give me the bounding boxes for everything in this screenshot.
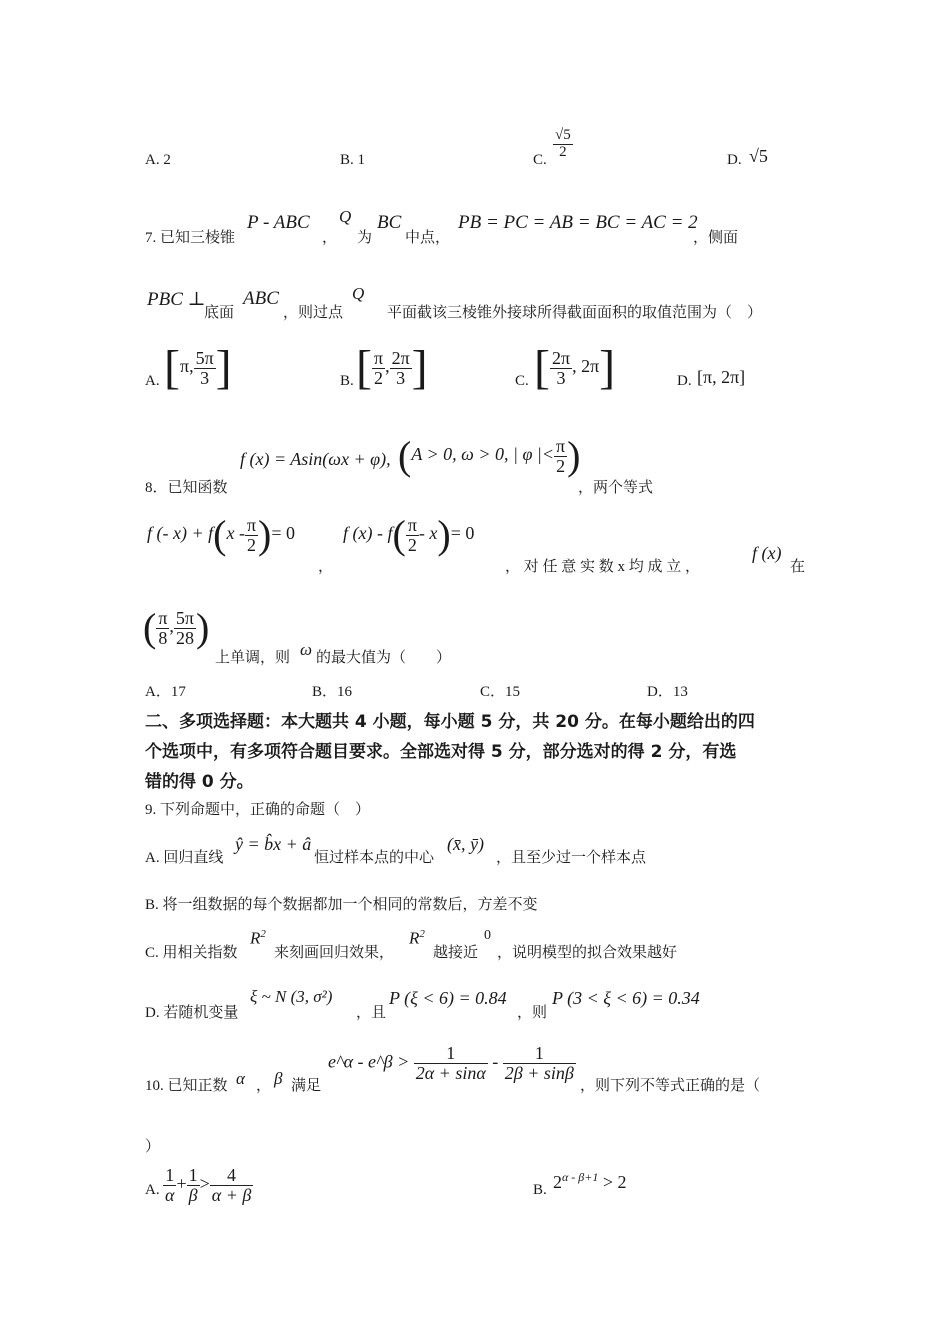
q10-alpha: α: [236, 1069, 245, 1088]
q8-holds: ， 对 任 意 实 数 x 均 成 立 ，: [505, 559, 701, 575]
q8-label: 8．已知函数: [145, 480, 228, 496]
q10-text2: ，则下列不等式正确的是（: [580, 1078, 761, 1094]
q8-comma: ，: [318, 559, 334, 575]
q7-mid: 中点，: [405, 230, 451, 246]
q7-opt-a-label: A.: [145, 373, 160, 389]
q8-equation-1: f (- x) + f(x - $\frac{\pi}{2}$ )= 0: [147, 512, 296, 557]
q7-opt-c-value: [ $\frac{2\pi}{3}$ , 2π]: [534, 341, 616, 394]
q6-option-b: B. 1: [340, 152, 366, 168]
q9-c-r2: $R^2$: [409, 928, 425, 948]
q8-opt-c: C．15: [480, 684, 521, 700]
q9-c-text3: 越接近: [433, 945, 479, 961]
q9-a-text2: 恒过样本点的中心: [314, 850, 435, 866]
q9-b: B. 将一组数据的每个数据都加一个相同的常数后，方差不变: [145, 897, 538, 913]
q10-label: 10. 已知正数: [145, 1078, 228, 1094]
q9-a-equation: ŷ = b̂x + â: [235, 834, 312, 854]
q10-opt-b-value: $2^{\alpha - \beta+1} > 2$: [553, 1170, 627, 1192]
q7-wei: 为: [357, 230, 373, 246]
q8-mono: 上单调，则: [215, 650, 291, 666]
q10-opt-a-value: $\frac{1}{\alpha}$ + $\frac{1}{\beta}$ > $\frac{4}{\alpha + \beta}$: [165, 1165, 252, 1205]
q8-opt-d: D．13: [647, 684, 688, 700]
q10-sep: ，: [256, 1078, 272, 1094]
q7-q: Q: [339, 207, 352, 226]
q10-satisfy: 满足: [291, 1078, 322, 1094]
q8-interval: ( $\frac{\pi}{8}$ , $\frac{5\pi}{28}$ ): [143, 605, 210, 650]
q9-d-text3: ，则: [517, 1005, 548, 1021]
q9-a-center: (x̄, ȳ): [447, 834, 484, 854]
q9-d-p1: P (ξ < 6) = 0.84: [389, 988, 507, 1008]
q9-c-text1: C. 用相关指数: [145, 945, 238, 961]
q9-a-text3: ，且至少过一个样本点: [496, 850, 647, 866]
section2-line1: 二、多项选择题：本大题共 4 小题，每小题 5 分，共 20 分。在每小题给出的四: [145, 712, 755, 732]
q9-c-text4: ，说明模型的拟合效果越好: [497, 945, 678, 961]
q7-equation: PB = PC = AB = BC = AC = 2: [458, 212, 698, 233]
q6-option-d-value: √5: [749, 146, 768, 166]
q7-opt-a-value: [π, $\frac{5\pi}{3}$ ]: [164, 341, 232, 394]
q8-function: f (x) = Asin(ωx + φ),: [240, 449, 391, 469]
q9-c-zero: 0: [484, 928, 491, 943]
q7-base: 底面: [204, 305, 235, 321]
q7-opt-d-label: D.: [677, 373, 692, 389]
q9-d-distribution: ξ ~ N (3, σ²): [250, 987, 333, 1006]
q10-opt-a-label: A.: [145, 1182, 160, 1198]
q8-opt-a: A．17: [145, 684, 186, 700]
q7-pabc: P - ABC: [247, 212, 310, 233]
q9-a-text1: A. 回归直线: [145, 850, 224, 866]
q8-condition: (A > 0, ω > 0, | φ |< $\frac{\pi}{2}$ ): [398, 433, 581, 478]
q9-c-text2: 来刻画回归效果，: [274, 945, 395, 961]
q10-opt-b-label: B.: [533, 1182, 547, 1198]
q9-c-r: $R^2$: [250, 928, 266, 948]
q8-max: 的最大值为（ ）: [316, 650, 452, 666]
q8-two-eq: ，两个等式: [578, 480, 654, 496]
q6-option-c-fraction: $\frac{√5}{2}$: [555, 127, 571, 160]
q9-stem: 9. 下列命题中，正确的命题（ ）: [145, 802, 371, 818]
q7-opt-d-value: [π, 2π]: [697, 367, 746, 387]
q7-rest: 平面截该三棱锥外接球所得截面面积的取值范围为（ ）: [387, 305, 763, 321]
q9-d-text1: D. 若随机变量: [145, 1005, 239, 1021]
q10-close: ）: [145, 1139, 161, 1155]
q8-opt-b: B．16: [312, 684, 353, 700]
q7-opt-b-label: B.: [340, 373, 354, 389]
q7-side: ，侧面: [693, 230, 739, 246]
q7-opt-b-value: [ $\frac{\pi}{2}$ , $\frac{2\pi}{3}$ ]: [356, 341, 428, 394]
q10-inequality: e^α - e^β > $\frac{1}{2\alpha + \sin\alpha}$ - $\frac{1}{2\beta + \sin\beta}$: [328, 1043, 574, 1083]
q8-omega: ω: [300, 640, 313, 659]
q7-then: ，则过点: [283, 305, 344, 321]
q7-abc: ABC: [243, 288, 279, 309]
q6-option-c-label: C.: [533, 152, 547, 168]
q6-option-d-label: D.: [727, 152, 742, 168]
q7-number: 7. 已知三棱锥: [145, 230, 236, 246]
q8-fx: f (x): [752, 543, 782, 563]
q7-comma: ，: [322, 230, 338, 246]
q7-bc: BC: [377, 212, 402, 233]
q7-q2: Q: [352, 284, 365, 303]
section2-line3: 错的得 0 分。: [145, 772, 254, 792]
q9-d-p2: P (3 < ξ < 6) = 0.34: [552, 988, 700, 1008]
q8-zai: 在: [790, 559, 806, 575]
q6-option-a: A. 2: [145, 152, 171, 168]
section2-line2: 个选项中，有多项符合题目要求。全部选对得 5 分，部分选对的得 2 分，有选: [145, 742, 737, 762]
q7-pbc: PBC ⊥: [147, 289, 206, 310]
q8-equation-2: f (x) - f( $\frac{\pi}{2}$ - x)= 0: [343, 512, 475, 557]
q7-opt-c-label: C.: [515, 373, 529, 389]
q10-beta: β: [274, 1069, 283, 1088]
q9-d-text2: ，且: [356, 1005, 387, 1021]
